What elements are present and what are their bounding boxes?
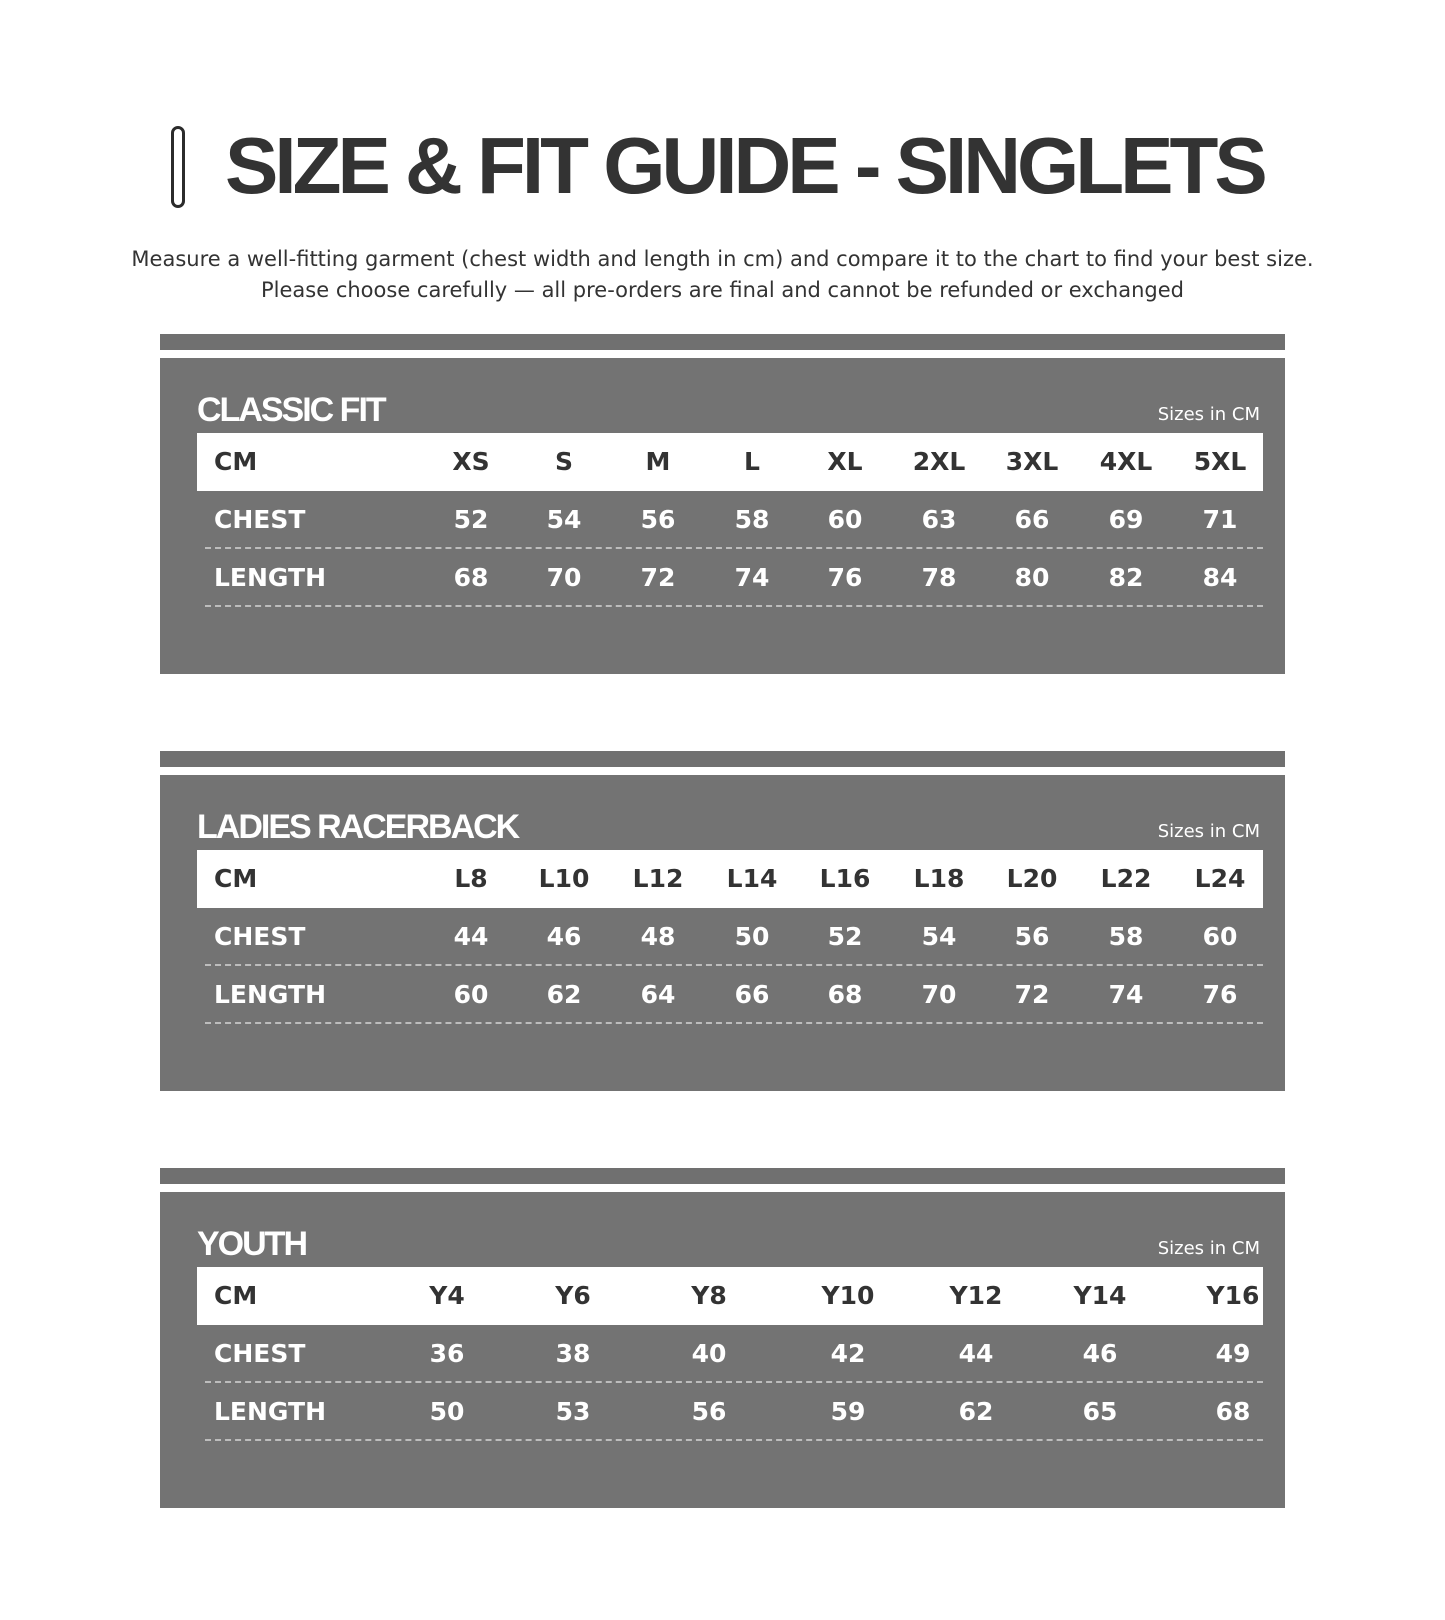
section-title: CLASSIC FIT (197, 391, 385, 429)
measurement-cell: 76 (1202, 980, 1238, 1009)
row-label: CHEST (214, 1339, 306, 1368)
row-label: LENGTH (214, 980, 326, 1009)
measurement-cell: 48 (640, 922, 676, 951)
measurement-cell: 68 (453, 563, 489, 592)
section-divider (160, 751, 1285, 767)
measurement-cell: 84 (1202, 563, 1238, 592)
table-row-length (197, 549, 1263, 607)
measurement-cell: 72 (1014, 980, 1050, 1009)
measurement-cell: 50 (734, 922, 770, 951)
measurement-cell: 50 (429, 1397, 465, 1426)
measurement-cell: 40 (691, 1339, 727, 1368)
size-header-cell: 2XL (912, 447, 966, 476)
measurement-cell: 76 (827, 563, 863, 592)
row-label: CHEST (214, 922, 306, 951)
size-header-cell: Y12 (949, 1281, 1003, 1310)
section-divider (160, 334, 1285, 350)
size-header-cell: L12 (632, 864, 684, 893)
size-table-panel (160, 358, 1285, 674)
measurement-cell: 70 (921, 980, 957, 1009)
measurement-cell: 44 (453, 922, 489, 951)
table-row-chest (197, 1325, 1263, 1383)
units-note: Sizes in CM (1157, 821, 1260, 842)
measurement-cell: 66 (734, 980, 770, 1009)
measurement-cell: 54 (546, 505, 582, 534)
measurement-cell: 60 (1202, 922, 1238, 951)
measurement-cell: 60 (453, 980, 489, 1009)
table-header-row (197, 433, 1263, 491)
table-row-length (197, 966, 1263, 1024)
header-label: CM (214, 447, 258, 476)
size-header-cell: Y8 (691, 1281, 727, 1310)
size-header-cell: L (744, 447, 760, 476)
size-table-panel (160, 775, 1285, 1091)
size-header-cell: 3XL (1005, 447, 1059, 476)
measurement-cell: 58 (1108, 922, 1144, 951)
measurement-cell: 66 (1014, 505, 1050, 534)
measurement-cell: 69 (1108, 505, 1144, 534)
measurement-cell: 36 (429, 1339, 465, 1368)
units-note: Sizes in CM (1157, 1238, 1260, 1259)
measurement-cell: 68 (1215, 1397, 1251, 1426)
section-divider (160, 1168, 1285, 1184)
size-header-cell: M (645, 447, 671, 476)
measurement-cell: 82 (1108, 563, 1144, 592)
row-label: LENGTH (214, 563, 326, 592)
measurement-cell: 56 (1014, 922, 1050, 951)
measurement-cell: 49 (1215, 1339, 1251, 1368)
table-row-chest (197, 491, 1263, 549)
section-title: LADIES RACERBACK (197, 808, 519, 846)
measurement-cell: 46 (1082, 1339, 1118, 1368)
measurement-cell: 62 (958, 1397, 994, 1426)
size-header-cell: L8 (454, 864, 488, 893)
measurement-cell: 65 (1082, 1397, 1118, 1426)
size-header-cell: L22 (1100, 864, 1152, 893)
hanger-bar-icon (171, 126, 185, 208)
size-header-cell: L20 (1006, 864, 1058, 893)
size-header-cell: L16 (819, 864, 871, 893)
measurement-cell: 74 (1108, 980, 1144, 1009)
measurement-cell: 54 (921, 922, 957, 951)
measurement-cell: 64 (640, 980, 676, 1009)
intro-text (0, 244, 1445, 306)
measurement-cell: 62 (546, 980, 582, 1009)
row-label: CHEST (214, 505, 306, 534)
measurement-cell: 74 (734, 563, 770, 592)
size-header-cell: Y6 (555, 1281, 591, 1310)
measurement-cell: 63 (921, 505, 957, 534)
measurement-cell: 80 (1014, 563, 1050, 592)
section-title: YOUTH (197, 1225, 306, 1263)
measurement-cell: 59 (830, 1397, 866, 1426)
table-row-chest (197, 908, 1263, 966)
header-label: CM (214, 864, 258, 893)
size-header-cell: XL (827, 447, 863, 476)
measurement-cell: 70 (546, 563, 582, 592)
measurement-cell: 60 (827, 505, 863, 534)
size-header-cell: Y4 (429, 1281, 465, 1310)
intro-line-1: Measure a well-fitting garment (chest width and length in cm) and compare it to the chart to find your best size. (131, 247, 1314, 271)
size-header-cell: L24 (1194, 864, 1246, 893)
units-note: Sizes in CM (1157, 404, 1260, 425)
size-header-cell: 4XL (1099, 447, 1153, 476)
header-label: CM (214, 1281, 258, 1310)
size-header-cell: L10 (538, 864, 590, 893)
size-header-cell: L14 (726, 864, 778, 893)
size-header-cell: L18 (913, 864, 965, 893)
intro-line-2: Please choose carefully — all pre-orders are final and cannot be refunded or exchanged (261, 278, 1184, 302)
table-header-row (197, 850, 1263, 908)
measurement-cell: 42 (830, 1339, 866, 1368)
size-header-cell: S (554, 447, 574, 476)
table-row-length (197, 1383, 1263, 1441)
size-header-cell: 5XL (1193, 447, 1247, 476)
table-header-row (197, 1267, 1263, 1325)
measurement-cell: 38 (555, 1339, 591, 1368)
size-table-panel (160, 1192, 1285, 1508)
page-title: SIZE & FIT GUIDE - SINGLETS (225, 121, 1264, 210)
measurement-cell: 71 (1202, 505, 1238, 534)
row-label: LENGTH (214, 1397, 326, 1426)
measurement-cell: 52 (827, 922, 863, 951)
measurement-cell: 56 (691, 1397, 727, 1426)
measurement-cell: 58 (734, 505, 770, 534)
measurement-cell: 78 (921, 563, 957, 592)
size-header-cell: Y14 (1073, 1281, 1127, 1310)
measurement-cell: 72 (640, 563, 676, 592)
measurement-cell: 46 (546, 922, 582, 951)
measurement-cell: 44 (958, 1339, 994, 1368)
size-header-cell: Y16 (1206, 1281, 1260, 1310)
measurement-cell: 52 (453, 505, 489, 534)
measurement-cell: 68 (827, 980, 863, 1009)
page-header (0, 118, 1445, 213)
measurement-cell: 53 (555, 1397, 591, 1426)
size-header-cell: XS (452, 447, 490, 476)
size-header-cell: Y10 (821, 1281, 875, 1310)
measurement-cell: 56 (640, 505, 676, 534)
